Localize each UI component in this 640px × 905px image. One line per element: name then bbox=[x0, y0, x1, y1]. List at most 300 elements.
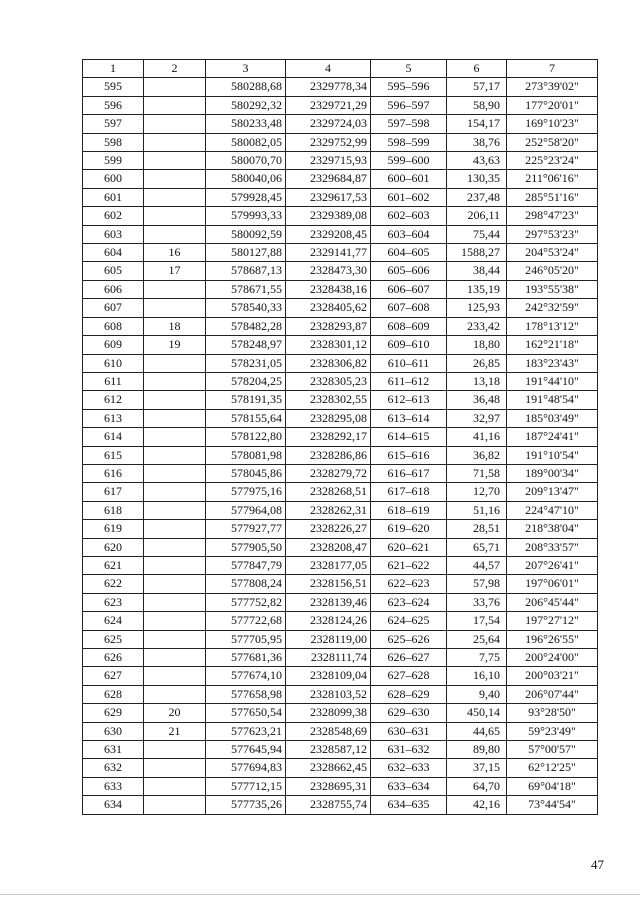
ref-number-cell bbox=[144, 280, 206, 298]
segment-cell: 606–607 bbox=[371, 280, 447, 298]
length-cell: 25,64 bbox=[447, 630, 507, 648]
y-coordinate-cell: 2328302,55 bbox=[286, 391, 371, 409]
bearing-cell: 57°00'57" bbox=[507, 741, 598, 759]
segment-cell: 624–625 bbox=[371, 612, 447, 630]
y-coordinate-cell: 2328099,38 bbox=[286, 704, 371, 722]
y-coordinate-cell: 2328268,51 bbox=[286, 483, 371, 501]
ref-number-cell bbox=[144, 133, 206, 151]
point-number-cell: 595 bbox=[83, 78, 144, 96]
bearing-cell: 193°55'38" bbox=[507, 280, 598, 298]
x-coordinate-cell: 580233,48 bbox=[206, 115, 286, 133]
bearing-cell: 224°47'10" bbox=[507, 501, 598, 519]
y-coordinate-cell: 2328279,72 bbox=[286, 464, 371, 482]
segment-cell: 617–618 bbox=[371, 483, 447, 501]
length-cell: 125,93 bbox=[447, 299, 507, 317]
table-row bbox=[83, 667, 598, 685]
table-row bbox=[83, 777, 598, 795]
column-header: 6 bbox=[447, 60, 507, 78]
point-number-cell: 611 bbox=[83, 372, 144, 390]
table-row bbox=[83, 409, 598, 427]
ref-number-cell bbox=[144, 428, 206, 446]
x-coordinate-cell: 577623,21 bbox=[206, 722, 286, 740]
bearing-cell: 218°38'04" bbox=[507, 520, 598, 538]
segment-cell: 598–599 bbox=[371, 133, 447, 151]
ref-number-cell bbox=[144, 152, 206, 170]
bearing-cell: 191°48'54" bbox=[507, 391, 598, 409]
segment-cell: 613–614 bbox=[371, 409, 447, 427]
x-coordinate-cell: 577752,82 bbox=[206, 593, 286, 611]
y-coordinate-cell: 2328111,74 bbox=[286, 649, 371, 667]
x-coordinate-cell: 577658,98 bbox=[206, 685, 286, 703]
segment-cell: 597–598 bbox=[371, 115, 447, 133]
point-number-cell: 620 bbox=[83, 538, 144, 556]
bearing-cell: 162°21'18" bbox=[507, 336, 598, 354]
ref-number-cell bbox=[144, 501, 206, 519]
ref-number-cell: 16 bbox=[144, 244, 206, 262]
point-number-cell: 630 bbox=[83, 722, 144, 740]
x-coordinate-cell: 578248,97 bbox=[206, 336, 286, 354]
y-coordinate-cell: 2328305,23 bbox=[286, 372, 371, 390]
ref-number-cell bbox=[144, 170, 206, 188]
length-cell: 16,10 bbox=[447, 667, 507, 685]
length-cell: 37,15 bbox=[447, 759, 507, 777]
point-number-cell: 603 bbox=[83, 225, 144, 243]
length-cell: 130,35 bbox=[447, 170, 507, 188]
bearing-cell: 208°33'57" bbox=[507, 538, 598, 556]
x-coordinate-cell: 577847,79 bbox=[206, 556, 286, 574]
table-row bbox=[83, 170, 598, 188]
point-number-cell: 622 bbox=[83, 575, 144, 593]
ref-number-cell bbox=[144, 96, 206, 114]
ref-number-cell bbox=[144, 391, 206, 409]
point-number-cell: 619 bbox=[83, 520, 144, 538]
bearing-cell: 196°26'55" bbox=[507, 630, 598, 648]
bearing-cell: 178°13'12" bbox=[507, 317, 598, 335]
ref-number-cell bbox=[144, 685, 206, 703]
length-cell: 38,76 bbox=[447, 133, 507, 151]
table-row bbox=[83, 796, 598, 814]
point-number-cell: 614 bbox=[83, 428, 144, 446]
table-row bbox=[83, 133, 598, 151]
x-coordinate-cell: 577681,36 bbox=[206, 649, 286, 667]
bearing-cell: 93°28'50" bbox=[507, 704, 598, 722]
length-cell: 36,82 bbox=[447, 446, 507, 464]
segment-cell: 610–611 bbox=[371, 354, 447, 372]
ref-number-cell: 19 bbox=[144, 336, 206, 354]
ref-number-cell bbox=[144, 667, 206, 685]
coordinate-table bbox=[82, 59, 598, 815]
table-row bbox=[83, 685, 598, 703]
table-row bbox=[83, 741, 598, 759]
ref-number-cell bbox=[144, 777, 206, 795]
y-coordinate-cell: 2329208,45 bbox=[286, 225, 371, 243]
length-cell: 33,76 bbox=[447, 593, 507, 611]
point-number-cell: 626 bbox=[83, 649, 144, 667]
ref-number-cell bbox=[144, 207, 206, 225]
ref-number-cell: 21 bbox=[144, 722, 206, 740]
table-row bbox=[83, 299, 598, 317]
x-coordinate-cell: 578482,28 bbox=[206, 317, 286, 335]
x-coordinate-cell: 580082,05 bbox=[206, 133, 286, 151]
point-number-cell: 633 bbox=[83, 777, 144, 795]
segment-cell: 633–634 bbox=[371, 777, 447, 795]
page-number: 47 bbox=[591, 857, 604, 872]
point-number-cell: 624 bbox=[83, 612, 144, 630]
table-row bbox=[83, 225, 598, 243]
segment-cell: 622–623 bbox=[371, 575, 447, 593]
table-body bbox=[83, 78, 598, 814]
x-coordinate-cell: 579928,45 bbox=[206, 188, 286, 206]
y-coordinate-cell: 2328755,74 bbox=[286, 796, 371, 814]
ref-number-cell bbox=[144, 556, 206, 574]
segment-cell: 618–619 bbox=[371, 501, 447, 519]
x-coordinate-cell: 577705,95 bbox=[206, 630, 286, 648]
y-coordinate-cell: 2329752,99 bbox=[286, 133, 371, 151]
length-cell: 71,58 bbox=[447, 464, 507, 482]
y-coordinate-cell: 2328139,46 bbox=[286, 593, 371, 611]
ref-number-cell bbox=[144, 575, 206, 593]
segment-cell: 600–601 bbox=[371, 170, 447, 188]
bearing-cell: 200°03'21" bbox=[507, 667, 598, 685]
point-number-cell: 617 bbox=[83, 483, 144, 501]
point-number-cell: 607 bbox=[83, 299, 144, 317]
segment-cell: 616–617 bbox=[371, 464, 447, 482]
x-coordinate-cell: 578687,13 bbox=[206, 262, 286, 280]
table-row bbox=[83, 354, 598, 372]
x-coordinate-cell: 577808,24 bbox=[206, 575, 286, 593]
point-number-cell: 601 bbox=[83, 188, 144, 206]
y-coordinate-cell: 2328109,04 bbox=[286, 667, 371, 685]
point-number-cell: 629 bbox=[83, 704, 144, 722]
y-coordinate-cell: 2328208,47 bbox=[286, 538, 371, 556]
y-coordinate-cell: 2328473,30 bbox=[286, 262, 371, 280]
y-coordinate-cell: 2328587,12 bbox=[286, 741, 371, 759]
point-number-cell: 613 bbox=[83, 409, 144, 427]
bearing-cell: 200°24'00" bbox=[507, 649, 598, 667]
table-row bbox=[83, 612, 598, 630]
bearing-cell: 225°23'24" bbox=[507, 152, 598, 170]
table-row bbox=[83, 593, 598, 611]
point-number-cell: 599 bbox=[83, 152, 144, 170]
ref-number-cell: 20 bbox=[144, 704, 206, 722]
point-number-cell: 632 bbox=[83, 759, 144, 777]
bearing-cell: 211°06'16" bbox=[507, 170, 598, 188]
x-coordinate-cell: 577735,26 bbox=[206, 796, 286, 814]
ref-number-cell bbox=[144, 630, 206, 648]
x-coordinate-cell: 577927,77 bbox=[206, 520, 286, 538]
point-number-cell: 615 bbox=[83, 446, 144, 464]
table-row bbox=[83, 722, 598, 740]
x-coordinate-cell: 580292,32 bbox=[206, 96, 286, 114]
bearing-cell: 209°13'47" bbox=[507, 483, 598, 501]
column-header: 3 bbox=[206, 60, 286, 78]
ref-number-cell bbox=[144, 796, 206, 814]
y-coordinate-cell: 2328119,00 bbox=[286, 630, 371, 648]
segment-cell: 599–600 bbox=[371, 152, 447, 170]
bearing-cell: 197°27'12" bbox=[507, 612, 598, 630]
length-cell: 12,70 bbox=[447, 483, 507, 501]
column-header: 4 bbox=[286, 60, 371, 78]
point-number-cell: 605 bbox=[83, 262, 144, 280]
ref-number-cell: 18 bbox=[144, 317, 206, 335]
column-header: 5 bbox=[371, 60, 447, 78]
bottom-divider bbox=[0, 894, 640, 895]
y-coordinate-cell: 2328292,17 bbox=[286, 428, 371, 446]
length-cell: 58,90 bbox=[447, 96, 507, 114]
table-row bbox=[83, 188, 598, 206]
point-number-cell: 602 bbox=[83, 207, 144, 225]
length-cell: 44,57 bbox=[447, 556, 507, 574]
segment-cell: 596–597 bbox=[371, 96, 447, 114]
point-number-cell: 596 bbox=[83, 96, 144, 114]
x-coordinate-cell: 578671,55 bbox=[206, 280, 286, 298]
column-header: 1 bbox=[83, 60, 144, 78]
y-coordinate-cell: 2329721,29 bbox=[286, 96, 371, 114]
x-coordinate-cell: 578204,25 bbox=[206, 372, 286, 390]
table-row bbox=[83, 372, 598, 390]
x-coordinate-cell: 577650,54 bbox=[206, 704, 286, 722]
table-row bbox=[83, 446, 598, 464]
ref-number-cell bbox=[144, 593, 206, 611]
segment-cell: 621–622 bbox=[371, 556, 447, 574]
bearing-cell: 246°05'20" bbox=[507, 262, 598, 280]
column-header: 2 bbox=[144, 60, 206, 78]
segment-cell: 630–631 bbox=[371, 722, 447, 740]
length-cell: 13,18 bbox=[447, 372, 507, 390]
x-coordinate-cell: 577694,83 bbox=[206, 759, 286, 777]
table-row bbox=[83, 244, 598, 262]
table-row bbox=[83, 649, 598, 667]
ref-number-cell bbox=[144, 115, 206, 133]
segment-cell: 609–610 bbox=[371, 336, 447, 354]
segment-cell: 601–602 bbox=[371, 188, 447, 206]
ref-number-cell bbox=[144, 538, 206, 556]
y-coordinate-cell: 2328262,31 bbox=[286, 501, 371, 519]
bearing-cell: 298°47'23" bbox=[507, 207, 598, 225]
table-row bbox=[83, 78, 598, 96]
length-cell: 57,98 bbox=[447, 575, 507, 593]
segment-cell: 626–627 bbox=[371, 649, 447, 667]
y-coordinate-cell: 2328103,52 bbox=[286, 685, 371, 703]
segment-cell: 620–621 bbox=[371, 538, 447, 556]
point-number-cell: 631 bbox=[83, 741, 144, 759]
bearing-cell: 285°51'16" bbox=[507, 188, 598, 206]
point-number-cell: 618 bbox=[83, 501, 144, 519]
y-coordinate-cell: 2329141,77 bbox=[286, 244, 371, 262]
x-coordinate-cell: 580288,68 bbox=[206, 78, 286, 96]
bearing-cell: 69°04'18" bbox=[507, 777, 598, 795]
x-coordinate-cell: 578155,64 bbox=[206, 409, 286, 427]
point-number-cell: 608 bbox=[83, 317, 144, 335]
length-cell: 206,11 bbox=[447, 207, 507, 225]
y-coordinate-cell: 2329715,93 bbox=[286, 152, 371, 170]
table-row bbox=[83, 520, 598, 538]
y-coordinate-cell: 2328293,87 bbox=[286, 317, 371, 335]
bearing-cell: 297°53'23" bbox=[507, 225, 598, 243]
table-row bbox=[83, 575, 598, 593]
y-coordinate-cell: 2328405,62 bbox=[286, 299, 371, 317]
segment-cell: 627–628 bbox=[371, 667, 447, 685]
bearing-cell: 183°23'43" bbox=[507, 354, 598, 372]
bearing-cell: 62°12'25" bbox=[507, 759, 598, 777]
segment-cell: 631–632 bbox=[371, 741, 447, 759]
x-coordinate-cell: 578081,98 bbox=[206, 446, 286, 464]
segment-cell: 607–608 bbox=[371, 299, 447, 317]
bearing-cell: 189°00'34" bbox=[507, 464, 598, 482]
segment-cell: 619–620 bbox=[371, 520, 447, 538]
table-row bbox=[83, 391, 598, 409]
x-coordinate-cell: 578191,35 bbox=[206, 391, 286, 409]
point-number-cell: 616 bbox=[83, 464, 144, 482]
point-number-cell: 621 bbox=[83, 556, 144, 574]
x-coordinate-cell: 577645,94 bbox=[206, 741, 286, 759]
ref-number-cell bbox=[144, 649, 206, 667]
y-coordinate-cell: 2328177,05 bbox=[286, 556, 371, 574]
length-cell: 28,51 bbox=[447, 520, 507, 538]
bearing-cell: 73°44'54" bbox=[507, 796, 598, 814]
segment-cell: 625–626 bbox=[371, 630, 447, 648]
x-coordinate-cell: 579993,33 bbox=[206, 207, 286, 225]
table-row bbox=[83, 704, 598, 722]
bearing-cell: 206°45'44" bbox=[507, 593, 598, 611]
segment-cell: 608–609 bbox=[371, 317, 447, 335]
ref-number-cell bbox=[144, 446, 206, 464]
length-cell: 135,19 bbox=[447, 280, 507, 298]
y-coordinate-cell: 2328286,86 bbox=[286, 446, 371, 464]
bearing-cell: 169°10'23" bbox=[507, 115, 598, 133]
table-row bbox=[83, 262, 598, 280]
point-number-cell: 612 bbox=[83, 391, 144, 409]
table-row bbox=[83, 96, 598, 114]
y-coordinate-cell: 2328662,45 bbox=[286, 759, 371, 777]
table-row bbox=[83, 538, 598, 556]
ref-number-cell: 17 bbox=[144, 262, 206, 280]
point-number-cell: 600 bbox=[83, 170, 144, 188]
ref-number-cell bbox=[144, 225, 206, 243]
length-cell: 64,70 bbox=[447, 777, 507, 795]
x-coordinate-cell: 577712,15 bbox=[206, 777, 286, 795]
point-number-cell: 628 bbox=[83, 685, 144, 703]
bearing-cell: 59°23'49" bbox=[507, 722, 598, 740]
segment-cell: 628–629 bbox=[371, 685, 447, 703]
y-coordinate-cell: 2329617,53 bbox=[286, 188, 371, 206]
point-number-cell: 634 bbox=[83, 796, 144, 814]
table-row bbox=[83, 501, 598, 519]
length-cell: 41,16 bbox=[447, 428, 507, 446]
length-cell: 43,63 bbox=[447, 152, 507, 170]
bearing-cell: 185°03'49" bbox=[507, 409, 598, 427]
y-coordinate-cell: 2328548,69 bbox=[286, 722, 371, 740]
bearing-cell: 252°58'20" bbox=[507, 133, 598, 151]
ref-number-cell bbox=[144, 78, 206, 96]
header-row bbox=[83, 60, 598, 78]
x-coordinate-cell: 578122,80 bbox=[206, 428, 286, 446]
table-row bbox=[83, 115, 598, 133]
length-cell: 1588,27 bbox=[447, 244, 507, 262]
x-coordinate-cell: 578231,05 bbox=[206, 354, 286, 372]
bearing-cell: 206°07'44" bbox=[507, 685, 598, 703]
table-row bbox=[83, 207, 598, 225]
table-row bbox=[83, 428, 598, 446]
ref-number-cell bbox=[144, 759, 206, 777]
length-cell: 9,40 bbox=[447, 685, 507, 703]
length-cell: 26,85 bbox=[447, 354, 507, 372]
y-coordinate-cell: 2329389,08 bbox=[286, 207, 371, 225]
ref-number-cell bbox=[144, 520, 206, 538]
x-coordinate-cell: 577964,08 bbox=[206, 501, 286, 519]
point-number-cell: 597 bbox=[83, 115, 144, 133]
segment-cell: 615–616 bbox=[371, 446, 447, 464]
segment-cell: 612–613 bbox=[371, 391, 447, 409]
table-row bbox=[83, 280, 598, 298]
point-number-cell: 606 bbox=[83, 280, 144, 298]
x-coordinate-cell: 577722,68 bbox=[206, 612, 286, 630]
length-cell: 89,80 bbox=[447, 741, 507, 759]
x-coordinate-cell: 577674,10 bbox=[206, 667, 286, 685]
length-cell: 237,48 bbox=[447, 188, 507, 206]
table-row bbox=[83, 152, 598, 170]
y-coordinate-cell: 2328306,82 bbox=[286, 354, 371, 372]
length-cell: 51,16 bbox=[447, 501, 507, 519]
segment-cell: 602–603 bbox=[371, 207, 447, 225]
bearing-cell: 242°32'59" bbox=[507, 299, 598, 317]
length-cell: 450,14 bbox=[447, 704, 507, 722]
point-number-cell: 610 bbox=[83, 354, 144, 372]
length-cell: 65,71 bbox=[447, 538, 507, 556]
segment-cell: 603–604 bbox=[371, 225, 447, 243]
bearing-cell: 207°26'41" bbox=[507, 556, 598, 574]
length-cell: 75,44 bbox=[447, 225, 507, 243]
table-row bbox=[83, 759, 598, 777]
bearing-cell: 197°06'01" bbox=[507, 575, 598, 593]
ref-number-cell bbox=[144, 409, 206, 427]
ref-number-cell bbox=[144, 483, 206, 501]
point-number-cell: 604 bbox=[83, 244, 144, 262]
x-coordinate-cell: 577905,50 bbox=[206, 538, 286, 556]
bearing-cell: 191°10'54" bbox=[507, 446, 598, 464]
x-coordinate-cell: 578540,33 bbox=[206, 299, 286, 317]
length-cell: 32,97 bbox=[447, 409, 507, 427]
x-coordinate-cell: 580040,06 bbox=[206, 170, 286, 188]
y-coordinate-cell: 2328226,27 bbox=[286, 520, 371, 538]
segment-cell: 611–612 bbox=[371, 372, 447, 390]
length-cell: 42,16 bbox=[447, 796, 507, 814]
ref-number-cell bbox=[144, 741, 206, 759]
table-row bbox=[83, 317, 598, 335]
x-coordinate-cell: 580070,70 bbox=[206, 152, 286, 170]
point-number-cell: 627 bbox=[83, 667, 144, 685]
segment-cell: 604–605 bbox=[371, 244, 447, 262]
segment-cell: 634–635 bbox=[371, 796, 447, 814]
length-cell: 36,48 bbox=[447, 391, 507, 409]
x-coordinate-cell: 580092,59 bbox=[206, 225, 286, 243]
segment-cell: 595–596 bbox=[371, 78, 447, 96]
x-coordinate-cell: 580127,88 bbox=[206, 244, 286, 262]
length-cell: 44,65 bbox=[447, 722, 507, 740]
x-coordinate-cell: 577975,16 bbox=[206, 483, 286, 501]
y-coordinate-cell: 2328301,12 bbox=[286, 336, 371, 354]
segment-cell: 632–633 bbox=[371, 759, 447, 777]
length-cell: 57,17 bbox=[447, 78, 507, 96]
segment-cell: 629–630 bbox=[371, 704, 447, 722]
ref-number-cell bbox=[144, 464, 206, 482]
point-number-cell: 625 bbox=[83, 630, 144, 648]
point-number-cell: 609 bbox=[83, 336, 144, 354]
y-coordinate-cell: 2328156,51 bbox=[286, 575, 371, 593]
y-coordinate-cell: 2328124,26 bbox=[286, 612, 371, 630]
table-row bbox=[83, 464, 598, 482]
ref-number-cell bbox=[144, 612, 206, 630]
